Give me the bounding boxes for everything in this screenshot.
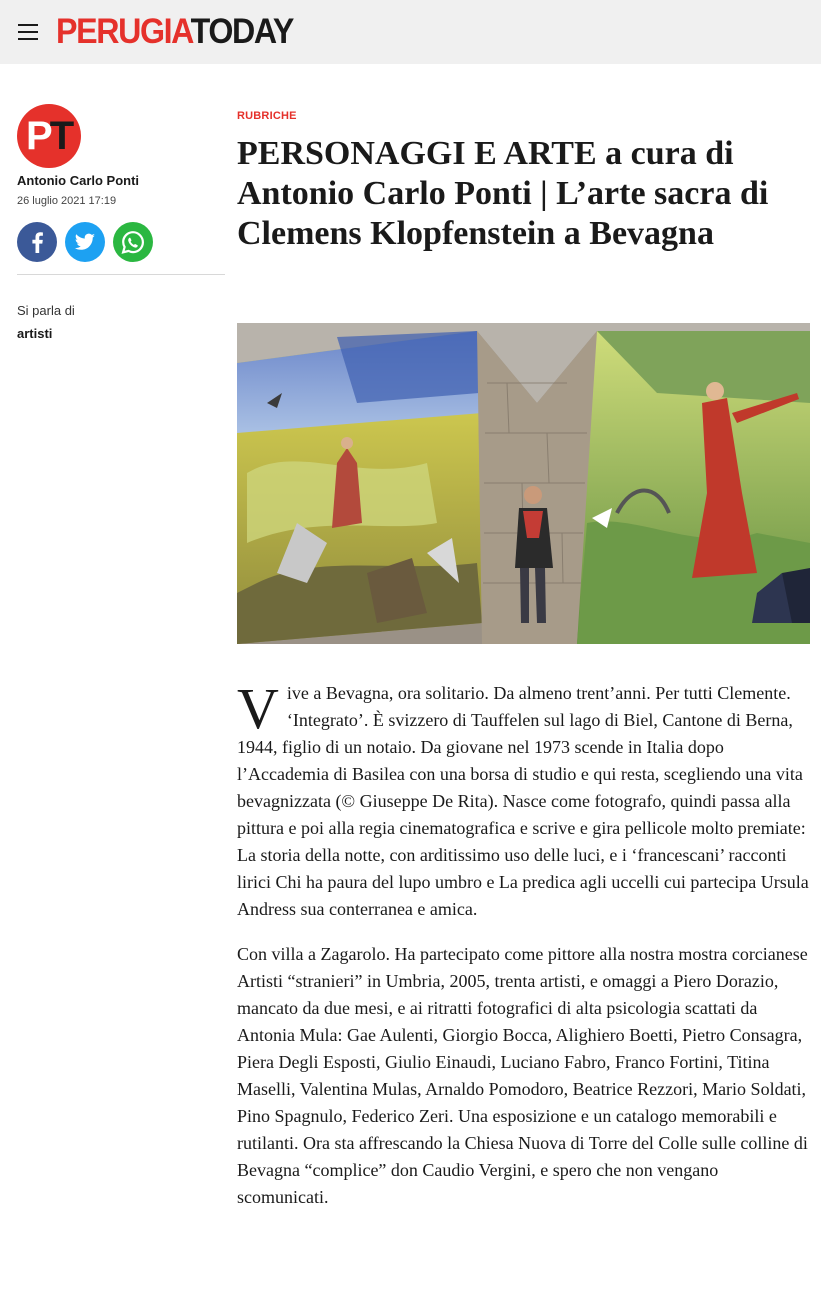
- article-category[interactable]: RUBRICHE: [237, 110, 297, 122]
- dropcap-letter: V: [237, 676, 279, 741]
- article-paragraph-1: [237, 676, 811, 923]
- menu-line: [18, 38, 38, 40]
- article-paragraph-2: Con villa a Zagarolo. Ha partecipato come pittore alla nostra mostra corcianese Artisti “stranieri” in Umbria, 2005, trenta artisti, e omaggi a Piero Dorazio, mancato da due mesi, e ai ritratti fotografici di alta psicologia scattati da Antonia Mula: Gae Aulenti, Giorgio Bocca, Alighiero Boetti, Pietro Consagra, Piera Degli Esposti, Giulio Einaudi, Luciano Fabro, Franco Fortini, Titina Maselli, Valentina Mulas, Arnaldo Pomodoro, Beatrice Rezzori, Mario Soldati, Pino Spagnulo, Federico Zeri. Una esposizione e un catalogo memorabili e rutilanti. Ora sta affrescando la Chiesa Nuova di Torre del Colle sulle colline di Bevagna “complice” don Caudio Vergini, e spero che non vengano scomunicati.: [237, 944, 808, 1207]
- topic-tag-link[interactable]: artisti: [17, 326, 53, 341]
- author-avatar[interactable]: [17, 104, 81, 168]
- article-hero-image[interactable]: [237, 323, 810, 644]
- publish-date: 26 luglio 2021 17:19: [17, 195, 117, 207]
- fresco-painting-image: [237, 323, 810, 644]
- twitter-share-button[interactable]: [65, 222, 105, 262]
- logo-part-today: TODAY: [190, 12, 293, 51]
- avatar-initial-t: T: [49, 114, 72, 158]
- top-bar: [0, 0, 821, 64]
- facebook-icon: [17, 222, 57, 262]
- whatsapp-icon: [113, 222, 153, 262]
- author-name[interactable]: Antonio Carlo Ponti: [17, 173, 140, 188]
- menu-line: [18, 24, 38, 26]
- facebook-share-button[interactable]: [17, 222, 57, 262]
- avatar-initial-p: P: [26, 114, 50, 158]
- site-logo[interactable]: [56, 12, 293, 52]
- paragraph-1-text: ive a Bevagna, ora solitario. Da almeno trent’anni. Per tutti Clemente. ‘Integrato’. È svizzero di Tauffelen sul lago di Biel, Cantone di Berna, 1944, figlio di un notaio. Da giovane nel 1973 scende in Italia dopo l’Accademia di Basilea con una borsa di studio e qui resta, scegliendo una vita bevagnizzata (© Giuseppe De Rita). Nasce come fotografo, quindi passa alla pittura e poi alla regia cinematografica e scrive e gira pellicole molto premiate: La storia della notte, con arditissimo uso delle luci, e i ‘francescani’ racconti lirici Chi ha paura del lupo umbro e La predica agli uccelli cui partecipa Ursula Andress sua conterranea e amica.: [237, 683, 809, 919]
- avatar-initials: [26, 112, 71, 160]
- topics-label: Si parla di: [17, 303, 75, 318]
- whatsapp-share-button[interactable]: [113, 222, 153, 262]
- logo-part-perugia: PERUGIA: [56, 12, 191, 51]
- article-body: [237, 676, 811, 1229]
- article-headline: PERSONAGGI E ARTE a cura di Antonio Carlo Ponti | L’arte sacra di Clemens Klopfenstein a Bevagna: [237, 135, 769, 252]
- menu-line: [18, 31, 38, 33]
- hamburger-menu-icon[interactable]: [14, 18, 44, 46]
- article-sidebar: [17, 104, 225, 341]
- twitter-icon: [65, 222, 105, 262]
- sidebar-divider: [17, 274, 225, 275]
